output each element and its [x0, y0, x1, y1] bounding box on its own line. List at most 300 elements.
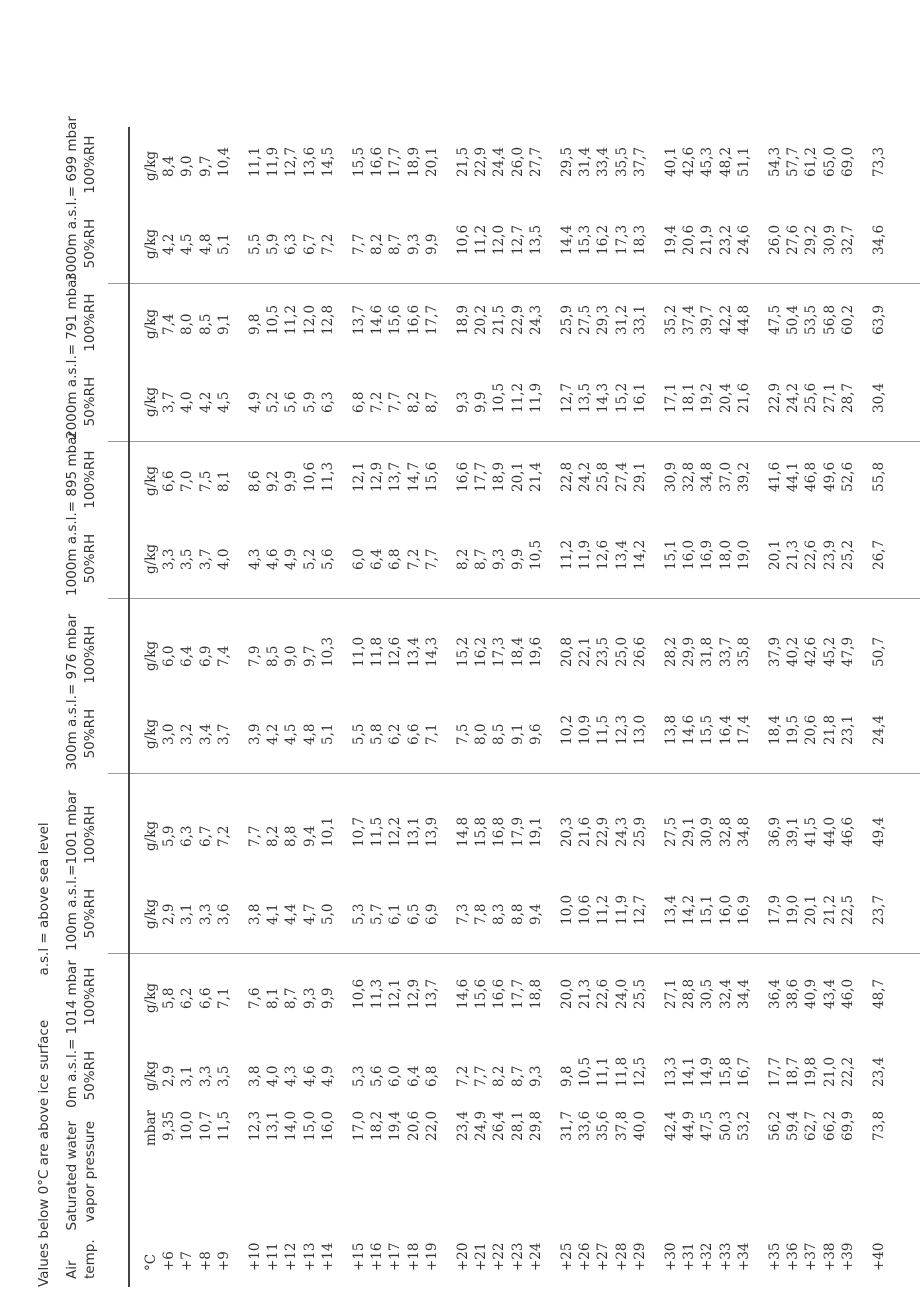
mixing-ratio-cell: 20,1: [766, 539, 783, 570]
mixing-ratio-cell: 25,0: [613, 636, 630, 667]
mixing-ratio-cell: 15,1: [662, 539, 679, 570]
vapor-pressure-cell: 12,3: [246, 1110, 263, 1141]
altitude-label: 3000m a.s.l.= 699 mbar: [64, 116, 80, 281]
mixing-ratio-cell: 7,4: [216, 645, 233, 667]
mixing-ratio-cell: 21,9: [699, 224, 716, 255]
rh-50-label: 50%RH: [82, 708, 98, 759]
mixing-ratio-cell: 4,5: [216, 391, 233, 413]
mixing-ratio-cell: 12,2: [387, 816, 404, 847]
mixing-ratio-cell: 7,2: [369, 391, 385, 413]
rh-subheaders: [81, 793, 99, 951]
mixing-ratio-cell: 9,3: [491, 548, 508, 570]
pressure-unit: mbar: [143, 1110, 159, 1146]
mixing-ratio-cell: 40,1: [662, 146, 679, 177]
mixing-ratio-cell: 13,0: [632, 714, 649, 745]
mixing-ratio-cell: 14,7: [405, 461, 422, 492]
mixing-ratio-cell: 11,2: [473, 224, 489, 255]
mixing-ratio-cell: 18,1: [681, 382, 697, 413]
mixing-ratio-cell: 57,7: [785, 146, 801, 177]
rh-subheaders: [81, 955, 99, 1113]
mixing-ratio-cell: 10,9: [577, 714, 593, 745]
mixing-ratio-cell: 13,7: [387, 461, 404, 492]
mixing-ratio-cell: 11,9: [613, 894, 630, 925]
mixing-ratio-cell: 11,5: [595, 714, 612, 745]
mixing-ratio-cell: 5,1: [216, 233, 233, 255]
mixing-ratio-cell: 5,3: [350, 903, 367, 925]
mixing-ratio-cell: 12,0: [491, 224, 508, 255]
mixing-ratio-cell: 21,8: [821, 714, 838, 745]
mixing-ratio-cell: 53,5: [803, 304, 820, 335]
vapor-pressure-cell: 11,5: [216, 1110, 233, 1141]
mixing-ratio-cell: 22,6: [803, 539, 820, 570]
temp-cell: +21: [473, 1242, 489, 1271]
mixing-ratio-cell: 24,4: [870, 714, 887, 745]
mixing-ratio-cell: 51,1: [736, 146, 753, 177]
vapor-pressure-cell: 69,9: [840, 1110, 857, 1141]
mixing-ratio-cell: 21,2: [821, 894, 838, 925]
mixing-ratio-cell: 29,9: [681, 636, 697, 667]
temp-cell: +20: [454, 1242, 471, 1271]
mixing-ratio-cell: 8,5: [265, 645, 281, 667]
mixing-ratio-cell: 3,0: [161, 723, 177, 745]
temp-cell: +36: [785, 1242, 801, 1271]
mixing-ratio-cell: 13,4: [613, 539, 630, 570]
mixing-ratio-cell: 5,0: [320, 903, 337, 925]
rh-100-label: 100%RH: [82, 135, 98, 194]
mixing-ratio-cell: 4,6: [301, 1065, 318, 1087]
mixing-ratio-cell: 6,9: [197, 645, 214, 667]
rh-100-label: 100%RH: [82, 625, 98, 684]
rh-subheaders: [81, 438, 99, 596]
mixing-ratio-cell: 6,6: [197, 987, 214, 1009]
mixing-ratio-cell: 22,5: [840, 894, 857, 925]
mix-unit: g/kg: [143, 150, 159, 181]
mixing-ratio-cell: 5,2: [265, 391, 281, 413]
temp-cell: +37: [803, 1242, 820, 1271]
mixing-ratio-cell: 8,2: [491, 1065, 508, 1087]
mixing-ratio-cell: 14,4: [558, 224, 575, 255]
mixing-ratio-cell: 50,7: [870, 636, 887, 667]
column-divider: [108, 773, 920, 774]
column-divider: [108, 598, 920, 599]
mixing-ratio-cell: 5,9: [161, 825, 177, 847]
temp-cell: +7: [179, 1251, 196, 1271]
mixing-ratio-cell: 3,6: [216, 903, 233, 925]
mixing-ratio-cell: 30,5: [699, 978, 716, 1009]
altitude-header: [63, 431, 99, 596]
mixing-ratio-cell: 14,2: [681, 894, 697, 925]
mixing-ratio-cell: 10,1: [320, 816, 337, 847]
mixing-ratio-cell: 26,0: [509, 146, 526, 177]
rh-100-label: 100%RH: [82, 293, 98, 352]
header-rule: [128, 127, 130, 1287]
mixing-ratio-cell: 18,4: [766, 714, 783, 745]
vapor-pressure-cell: 37,8: [613, 1110, 630, 1141]
mixing-ratio-cell: 13,1: [405, 816, 422, 847]
mixing-ratio-cell: 18,9: [491, 461, 508, 492]
mixing-ratio-cell: 19,0: [736, 539, 753, 570]
temp-cell: +18: [405, 1242, 422, 1271]
mixing-ratio-cell: 4,5: [179, 233, 196, 255]
mixing-ratio-cell: 16,6: [369, 146, 385, 177]
mix-unit: g/kg: [143, 898, 159, 929]
mixing-ratio-cell: 15,5: [699, 714, 716, 745]
vapor-pressure-cell: 18,2: [369, 1110, 385, 1141]
mixing-ratio-cell: 7,1: [424, 723, 441, 745]
mixing-ratio-cell: 31,2: [613, 304, 630, 335]
mixing-ratio-cell: 37,0: [717, 461, 734, 492]
temp-cell: +33: [717, 1242, 734, 1271]
mixing-ratio-cell: 3,1: [179, 903, 196, 925]
mixing-ratio-cell: 45,3: [699, 146, 716, 177]
mixing-ratio-cell: 5,9: [301, 391, 318, 413]
mixing-ratio-cell: 12,0: [301, 304, 318, 335]
mixing-ratio-cell: 35,8: [736, 636, 753, 667]
mixing-ratio-cell: 35,5: [613, 146, 630, 177]
mixing-ratio-cell: 52,6: [840, 461, 857, 492]
mixing-ratio-cell: 10,0: [558, 894, 575, 925]
mixing-ratio-cell: 16,0: [717, 894, 734, 925]
mixing-ratio-cell: 20,1: [803, 894, 820, 925]
mixing-ratio-cell: 7,0: [179, 470, 196, 492]
rh-subheaders: [81, 613, 99, 771]
mixing-ratio-cell: 19,5: [785, 714, 801, 745]
mixing-ratio-cell: 22,9: [595, 816, 612, 847]
vapor-pressure-cell: 22,0: [424, 1110, 441, 1141]
mixing-ratio-cell: 12,7: [632, 894, 649, 925]
mixing-ratio-cell: 13,6: [301, 146, 318, 177]
vapor-pressure-cell: 42,4: [662, 1110, 679, 1141]
mixing-ratio-cell: 18,0: [717, 539, 734, 570]
mixing-ratio-cell: 5,6: [369, 1065, 385, 1087]
mixing-ratio-cell: 19,0: [785, 894, 801, 925]
mixing-ratio-cell: 8,6: [246, 470, 263, 492]
mixing-ratio-cell: 21,5: [491, 304, 508, 335]
mixing-ratio-cell: 63,9: [870, 304, 887, 335]
vapor-pressure-cell: 53,2: [736, 1110, 753, 1141]
mixing-ratio-cell: 9,3: [301, 987, 318, 1009]
mixing-ratio-cell: 16,6: [491, 978, 508, 1009]
mixing-ratio-cell: 5,1: [320, 723, 337, 745]
mixing-ratio-cell: 7,7: [473, 1065, 489, 1087]
mixing-ratio-cell: 21,6: [736, 382, 753, 413]
mixing-ratio-cell: 44,8: [736, 304, 753, 335]
rh-50-label: 50%RH: [82, 533, 98, 584]
mixing-ratio-cell: 22,2: [840, 1056, 857, 1087]
mixing-ratio-cell: 3,1: [179, 1065, 196, 1087]
temp-cell: +12: [283, 1242, 300, 1271]
mixing-ratio-cell: 23,7: [870, 894, 887, 925]
mixing-ratio-cell: 20,6: [681, 224, 697, 255]
vapor-pressure-cell: 20,6: [405, 1110, 422, 1141]
temp-cell: +25: [558, 1242, 575, 1271]
mixing-ratio-cell: 13,7: [424, 978, 441, 1009]
mixing-ratio-cell: 9,8: [246, 313, 263, 335]
mixing-ratio-cell: 9,9: [283, 470, 300, 492]
mixing-ratio-cell: 4,4: [283, 903, 300, 925]
mixing-ratio-cell: 12,7: [509, 224, 526, 255]
mixing-ratio-cell: 8,7: [473, 548, 489, 570]
mixing-ratio-cell: 24,3: [528, 304, 545, 335]
mixing-ratio-cell: 47,9: [840, 636, 857, 667]
mixing-ratio-cell: 13,7: [350, 304, 367, 335]
mixing-ratio-cell: 23,5: [595, 636, 612, 667]
mixing-ratio-cell: 40,9: [803, 978, 820, 1009]
mixing-ratio-cell: 17,9: [766, 894, 783, 925]
mixing-ratio-cell: 3,4: [197, 723, 214, 745]
mixing-ratio-cell: 6,4: [179, 645, 196, 667]
mix-unit: g/kg: [143, 982, 159, 1013]
mixing-ratio-cell: 14,8: [454, 816, 471, 847]
mixing-ratio-cell: 5,9: [265, 233, 281, 255]
mixing-ratio-cell: 12,5: [632, 1056, 649, 1087]
vapor-pressure-cell: 17,0: [350, 1110, 367, 1141]
mixing-ratio-cell: 4,3: [283, 1065, 300, 1087]
mixing-ratio-cell: 17,7: [424, 304, 441, 335]
altitude-header: [63, 274, 99, 439]
mixing-ratio-cell: 8,7: [283, 987, 300, 1009]
mixing-ratio-cell: 7,8: [473, 903, 489, 925]
mixing-ratio-cell: 5,8: [369, 723, 385, 745]
mixing-ratio-cell: 39,1: [785, 816, 801, 847]
mix-unit: g/kg: [143, 1060, 159, 1091]
mixing-ratio-cell: 28,2: [662, 636, 679, 667]
mixing-ratio-cell: 36,9: [766, 816, 783, 847]
mixing-ratio-cell: 12,9: [369, 461, 385, 492]
mixing-ratio-cell: 14,2: [632, 539, 649, 570]
mixing-ratio-cell: 6,7: [301, 233, 318, 255]
mixing-ratio-cell: 11,5: [369, 816, 385, 847]
vapor-pressure-cell: 19,4: [387, 1110, 404, 1141]
mixing-ratio-cell: 15,6: [387, 304, 404, 335]
mixing-ratio-cell: 65,0: [821, 146, 838, 177]
mixing-ratio-cell: 4,8: [301, 723, 318, 745]
mixing-ratio-cell: 37,7: [632, 146, 649, 177]
mixing-ratio-cell: 7,2: [216, 825, 233, 847]
mixing-ratio-cell: 34,8: [736, 816, 753, 847]
mixing-ratio-cell: 55,8: [870, 461, 887, 492]
mixing-ratio-cell: 7,7: [246, 825, 263, 847]
mixing-ratio-cell: 23,9: [821, 539, 838, 570]
mixing-ratio-cell: 23,4: [870, 1056, 887, 1087]
mixing-ratio-cell: 21,6: [577, 816, 593, 847]
mixing-ratio-cell: 15,1: [699, 894, 716, 925]
mixing-ratio-cell: 7,4: [161, 313, 177, 335]
mixing-ratio-cell: 5,7: [369, 903, 385, 925]
altitude-label: 0m a.s.l.= 1014 mbar: [64, 960, 80, 1108]
mixing-ratio-cell: 9,3: [528, 1065, 545, 1087]
rh-50-label: 50%RH: [82, 218, 98, 269]
mixing-ratio-cell: 6,3: [179, 825, 196, 847]
mixing-ratio-cell: 6,4: [369, 548, 385, 570]
mixing-ratio-cell: 40,2: [785, 636, 801, 667]
mixing-ratio-cell: 22,8: [558, 461, 575, 492]
altitude-label: 100m a.s.l.=1001 mbar: [64, 790, 80, 951]
mixing-ratio-cell: 9,9: [320, 987, 337, 1009]
mixing-ratio-cell: 16,8: [491, 816, 508, 847]
mixing-ratio-cell: 11,8: [369, 636, 385, 667]
mixing-ratio-cell: 6,8: [387, 548, 404, 570]
mixing-ratio-cell: 12,9: [405, 978, 422, 1009]
mixing-ratio-cell: 18,8: [528, 978, 545, 1009]
temp-cell: +19: [424, 1242, 441, 1271]
mixing-ratio-cell: 3,7: [216, 723, 233, 745]
mixing-ratio-cell: 29,2: [803, 224, 820, 255]
mixing-ratio-cell: 4,9: [246, 391, 263, 413]
vapor-pressure-cell: 10,7: [197, 1110, 214, 1141]
mixing-ratio-cell: 24,6: [736, 224, 753, 255]
mixing-ratio-cell: 22,9: [766, 382, 783, 413]
mixing-ratio-cell: 37,9: [766, 636, 783, 667]
mixing-ratio-cell: 8,0: [179, 313, 196, 335]
mixing-ratio-cell: 8,2: [265, 825, 281, 847]
mixing-ratio-cell: 3,5: [179, 548, 196, 570]
mixing-ratio-cell: 24,0: [613, 978, 630, 1009]
rh-100-label: 100%RH: [82, 450, 98, 509]
mixing-ratio-cell: 42,2: [717, 304, 734, 335]
mix-unit: g/kg: [143, 718, 159, 749]
mixing-ratio-cell: 5,5: [246, 233, 263, 255]
mixing-ratio-cell: 8,8: [509, 903, 526, 925]
mixing-ratio-cell: 6,2: [179, 987, 196, 1009]
mixing-ratio-cell: 6,3: [283, 233, 300, 255]
mixing-ratio-cell: 15,8: [717, 1056, 734, 1087]
vapor-pressure-cell: 35,6: [595, 1110, 612, 1141]
mixing-ratio-cell: 11,2: [558, 539, 575, 570]
mixing-ratio-cell: 15,3: [577, 224, 593, 255]
mixing-ratio-cell: 18,4: [509, 636, 526, 667]
temp-cell: +22: [491, 1242, 508, 1271]
vapor-pressure-cell: 62,7: [803, 1110, 820, 1141]
mixing-ratio-cell: 9,1: [216, 313, 233, 335]
mix-unit: g/kg: [143, 820, 159, 851]
mixing-ratio-cell: 5,6: [320, 548, 337, 570]
mixing-ratio-cell: 9,2: [265, 470, 281, 492]
mixing-ratio-cell: 15,8: [473, 816, 489, 847]
temp-cell: +35: [766, 1242, 783, 1271]
mixing-ratio-cell: 56,8: [821, 304, 838, 335]
vapor-pressure-cell: 10,0: [179, 1110, 196, 1141]
mixing-ratio-cell: 4,6: [265, 548, 281, 570]
altitude-header: [63, 955, 99, 1113]
vapor-pressure-cell: 33,6: [577, 1110, 593, 1141]
mixing-ratio-cell: 4,9: [283, 548, 300, 570]
mixing-ratio-cell: 3,5: [216, 1065, 233, 1087]
temp-cell: +27: [595, 1242, 612, 1271]
mixing-ratio-cell: 17,7: [387, 146, 404, 177]
mixing-ratio-cell: 9,4: [301, 825, 318, 847]
vapor-pressure-cell: 31,7: [558, 1110, 575, 1141]
vapor-header-line1: Saturated water: [64, 1121, 80, 1231]
mixing-ratio-cell: 7,2: [454, 1065, 471, 1087]
mixing-ratio-cell: 31,8: [699, 636, 716, 667]
mixing-ratio-cell: 21,3: [577, 978, 593, 1009]
mixing-ratio-cell: 10,3: [320, 636, 337, 667]
mixing-ratio-cell: 11,9: [528, 382, 545, 413]
altitude-label: 300m a.s.l.= 976 mbar: [64, 613, 80, 771]
mixing-ratio-cell: 17,1: [662, 382, 679, 413]
air-temp-header: [63, 1239, 99, 1279]
mixing-ratio-cell: 14,9: [699, 1056, 716, 1087]
mixing-ratio-cell: 7,5: [197, 470, 214, 492]
temp-cell: +23: [509, 1242, 526, 1271]
mixing-ratio-cell: 7,7: [387, 391, 404, 413]
mixing-ratio-cell: 36,4: [766, 978, 783, 1009]
mixing-ratio-cell: 7,6: [246, 987, 263, 1009]
mixing-ratio-cell: 27,4: [613, 461, 630, 492]
mixing-ratio-cell: 9,0: [283, 645, 300, 667]
mixing-ratio-cell: 17,4: [736, 714, 753, 745]
mixing-ratio-cell: 14,6: [681, 714, 697, 745]
mixing-ratio-cell: 12,1: [387, 978, 404, 1009]
mixing-ratio-cell: 16,9: [736, 894, 753, 925]
mixing-ratio-cell: 11,3: [369, 978, 385, 1009]
mixing-ratio-cell: 60,2: [840, 304, 857, 335]
mixing-ratio-cell: 16,2: [473, 636, 489, 667]
vapor-pressure-cell: 23,4: [454, 1110, 471, 1141]
mix-unit: g/kg: [143, 543, 159, 574]
temp-cell: +29: [632, 1242, 649, 1271]
mixing-ratio-cell: 32,8: [717, 816, 734, 847]
mixing-ratio-cell: 11,1: [246, 146, 263, 177]
mixing-ratio-cell: 33,4: [595, 146, 612, 177]
mixing-ratio-cell: 3,7: [161, 391, 177, 413]
temp-cell: +8: [197, 1251, 214, 1271]
mixing-ratio-cell: 15,5: [350, 146, 367, 177]
mixing-ratio-cell: 29,5: [558, 146, 575, 177]
mixing-ratio-cell: 11,2: [283, 304, 300, 335]
mixing-ratio-cell: 37,4: [681, 304, 697, 335]
mixing-ratio-cell: 13,5: [577, 382, 593, 413]
mixing-ratio-cell: 15,2: [613, 382, 630, 413]
mixing-ratio-cell: 35,2: [662, 304, 679, 335]
vapor-pressure-cell: 9,35: [161, 1110, 177, 1141]
vapor-pressure-cell: 24,9: [473, 1110, 489, 1141]
mixing-ratio-cell: 8,4: [161, 155, 177, 177]
mixing-ratio-cell: 14,6: [454, 978, 471, 1009]
mixing-ratio-cell: 7,1: [216, 987, 233, 1009]
vapor-pressure-cell: 73,8: [870, 1110, 887, 1141]
vapor-pressure-cell: 66,2: [821, 1110, 838, 1141]
mixing-ratio-cell: 4,2: [161, 233, 177, 255]
mixing-ratio-cell: 4,9: [320, 1065, 337, 1087]
mixing-ratio-cell: 8,7: [509, 1065, 526, 1087]
altitude-header: [63, 790, 99, 951]
column-divider: [108, 953, 920, 954]
mixing-ratio-cell: 2,9: [161, 903, 177, 925]
mixing-ratio-cell: 9,7: [197, 155, 214, 177]
mixing-ratio-cell: 45,2: [821, 636, 838, 667]
mixing-ratio-cell: 22,1: [577, 636, 593, 667]
mixing-ratio-cell: 44,1: [785, 461, 801, 492]
mixing-ratio-cell: 32,8: [681, 461, 697, 492]
mixing-ratio-cell: 6,0: [350, 548, 367, 570]
mixing-ratio-cell: 42,6: [681, 146, 697, 177]
mixing-ratio-cell: 17,7: [766, 1056, 783, 1087]
mixing-ratio-cell: 15,2: [454, 636, 471, 667]
mixing-ratio-cell: 3,3: [161, 548, 177, 570]
mixing-ratio-cell: 39,2: [736, 461, 753, 492]
mixing-ratio-cell: 46,0: [840, 978, 857, 1009]
mixing-ratio-cell: 24,2: [577, 461, 593, 492]
mixing-ratio-cell: 7,9: [246, 645, 263, 667]
mixing-ratio-cell: 11,3: [320, 461, 337, 492]
mixing-ratio-cell: 6,3: [320, 391, 337, 413]
mixing-ratio-cell: 17,7: [509, 978, 526, 1009]
mixing-ratio-cell: 12,3: [613, 714, 630, 745]
mixing-ratio-cell: 8,2: [405, 391, 422, 413]
mixing-ratio-cell: 8,1: [265, 987, 281, 1009]
